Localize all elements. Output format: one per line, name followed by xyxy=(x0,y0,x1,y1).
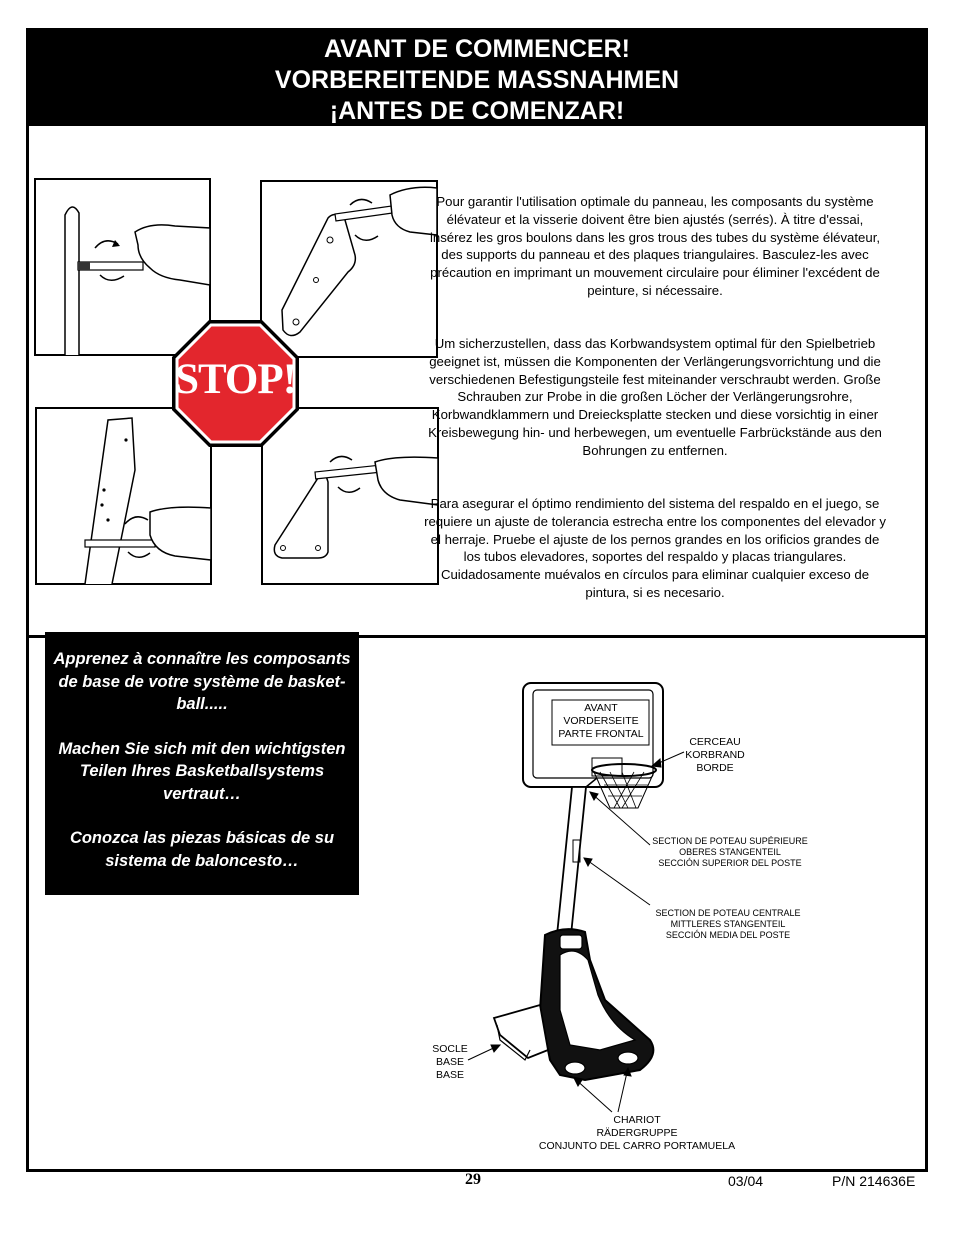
label-line: BASE xyxy=(435,1056,464,1068)
label-line: SOCLE xyxy=(432,1043,468,1055)
stop-sign-label: STOP! xyxy=(175,356,296,403)
label-line: CONJUNTO DEL CARRO PORTAMUELA xyxy=(538,1140,736,1152)
label-line: SECTION DE POTEAU SUPÉRIEURE xyxy=(652,836,808,846)
intro-text-es: Conozca las piezas básicas de su sistema de baloncesto… xyxy=(69,829,335,870)
label-line: AVANT xyxy=(584,702,618,714)
intro-text-fr: Apprenez à connaître les composants de base de votre système de basket-ball..... xyxy=(53,650,351,713)
label-line: SECCIÓN MEDIA DEL POSTE xyxy=(665,930,791,940)
label-rim xyxy=(670,736,760,775)
instructions-es: Para asegurar el óptimo rendimiento del sistema del respaldo en el juego, se requiere un ajuste de tolerancia estrecha entre los componentes del elevador y el herraje. Pruebe el ajuste de los pernos grandes en los orificios grandes de los tubos elevadores, soportes del respaldo y placas triangulares. Cuidadosamente muévalos en círculos para eliminar cualquier exceso de pintura, si es necesario. xyxy=(424,496,886,600)
label-upper-pole xyxy=(640,836,820,869)
label-line: SECTION DE POTEAU CENTRALE xyxy=(655,908,801,918)
instructions-de: Um sicherzustellen, dass das Korbwandsystem optimal für den Spielbetrieb geeignet ist, müssen die Komponenten der Verlängerungsvorrichtung und die verschiedenen Befestigungsteile fest miteinander verschraubt werden. Große Schrauben zur Probe in die großen Löcher der Verlängerungsrohre, Korbwandklammern und Dreiecksplatte stecken und diese vorsichtig in einer Kreisbewegung hin- und herbewegen, um eventuelle Farbrückstände aus den Bohrungen zu entfernen. xyxy=(428,336,882,458)
label-base xyxy=(420,1043,480,1082)
label-line: BORDE xyxy=(696,762,734,774)
header-title-fr: AVANT DE COMMENCER! xyxy=(323,35,630,63)
label-line: RÄDERGRUPPE xyxy=(596,1127,678,1139)
footer-part-number: P/N 214636E xyxy=(832,1173,916,1189)
label-line: CERCEAU xyxy=(689,736,741,748)
label-line: KORBRAND xyxy=(685,749,745,761)
label-line: VORDERSEITE xyxy=(563,715,639,727)
label-backboard-front xyxy=(553,702,649,741)
label-wheels xyxy=(522,1114,752,1153)
instructions-fr: Pour garantir l'utilisation optimale du panneau, les composants du système élévateur et la visserie doivent être bien ajustés (serrés). À titre d'essai, insérez les gros boulons dans les gros trous des tubes du système élévateur, des supports du panneau et des plaques triangulaires. Basculez-les avec précaution en imprimant un mouvement circulaire pour éliminer l'excédent de peinture, si nécessaire. xyxy=(429,194,881,298)
header-title-de: VORBEREITENDE MASSNAHMEN xyxy=(274,66,680,94)
header-title-es: ¡ANTES DE COMENZAR! xyxy=(329,97,625,125)
intro-text-de: Machen Sie sich mit den wichtigsten Teilen Ihres Basketballsystems vertraut… xyxy=(58,739,346,803)
label-line: CHARIOT xyxy=(613,1114,661,1126)
label-line: MITTLERES STANGENTEIL xyxy=(670,919,786,929)
base-drawing xyxy=(494,929,653,1080)
footer-date: 03/04 xyxy=(728,1173,764,1189)
label-middle-pole xyxy=(638,908,818,941)
page-number: 29 xyxy=(465,1171,481,1188)
label-line: OBERES STANGENTEIL xyxy=(679,847,781,857)
label-line: PARTE FRONTAL xyxy=(558,728,644,740)
label-line: SECCIÓN SUPERIOR DEL POSTE xyxy=(658,858,802,868)
label-line: BASE xyxy=(435,1069,464,1081)
